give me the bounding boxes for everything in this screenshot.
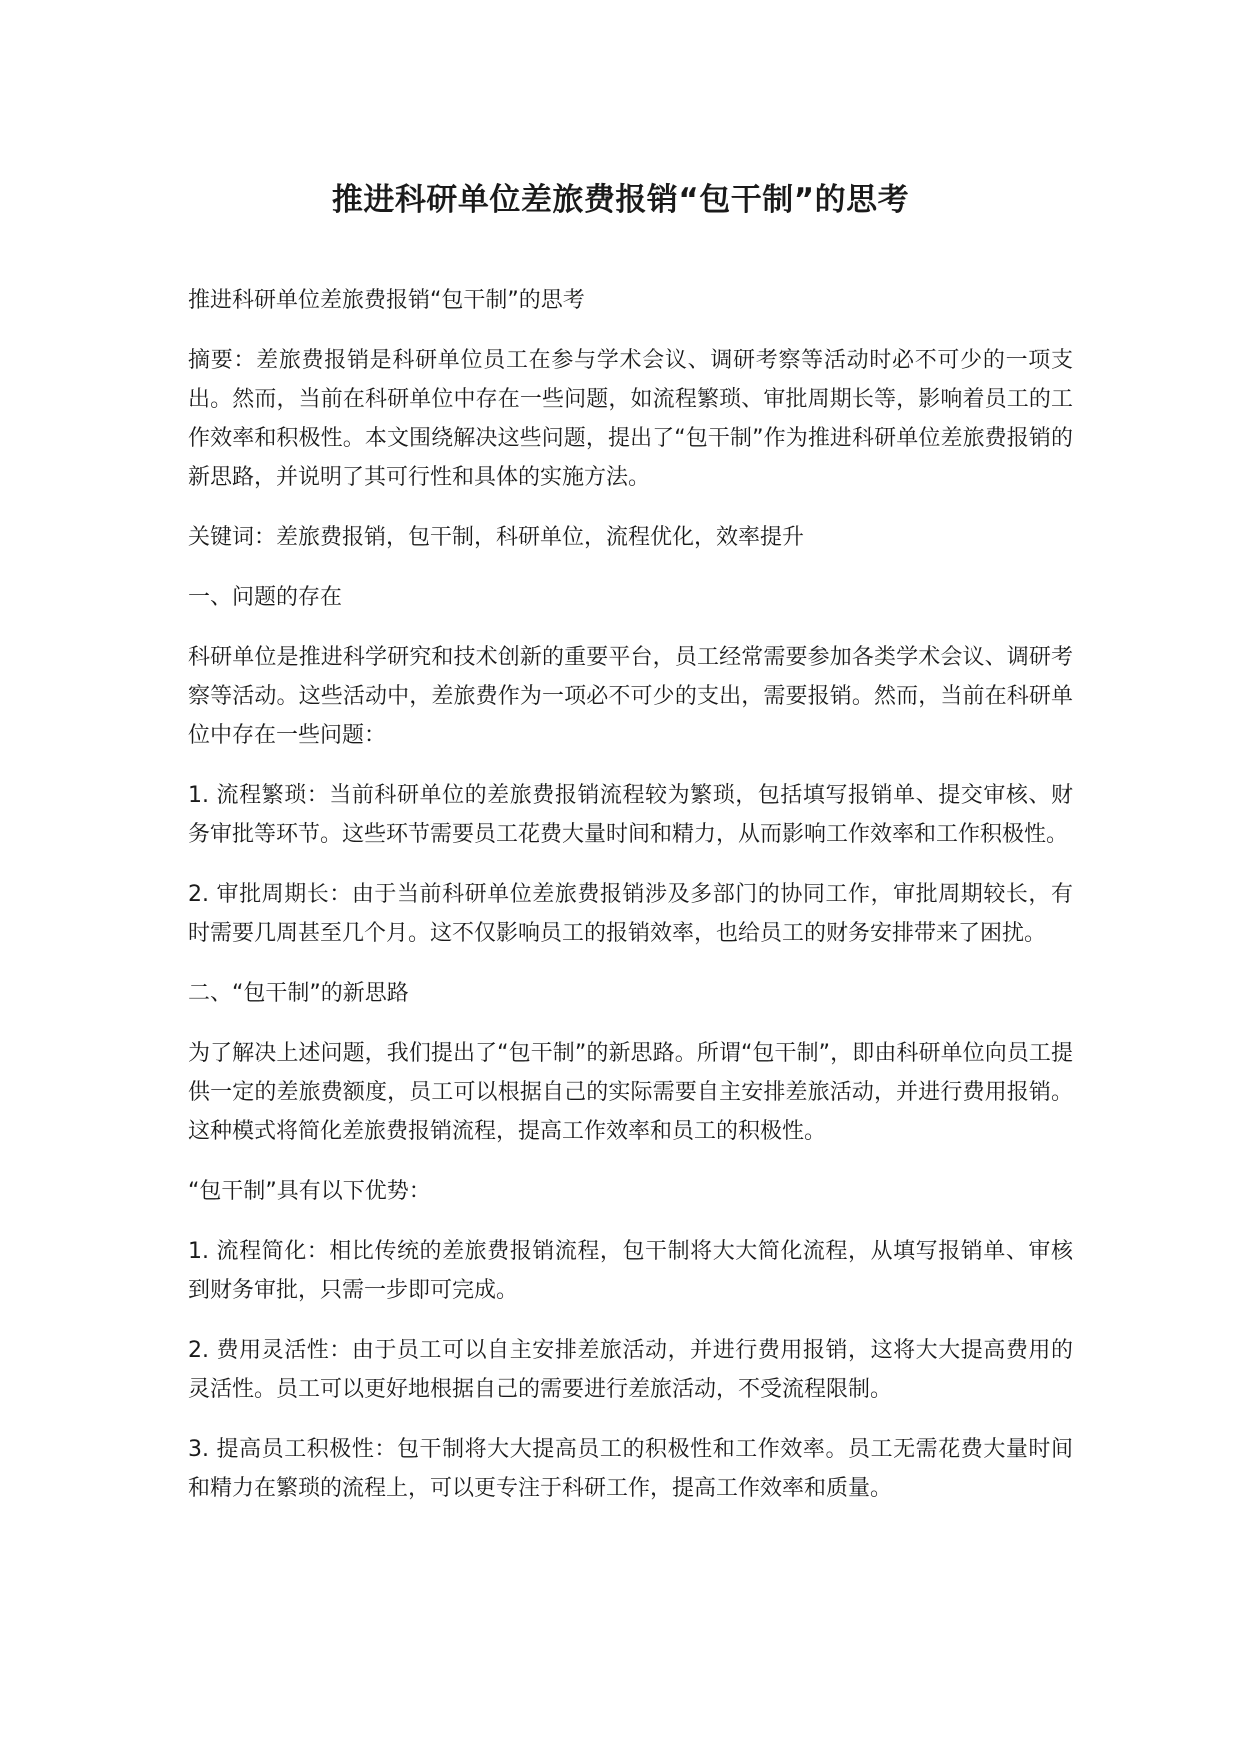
section-1-heading: 一、问题的存在 — [188, 585, 343, 610]
section-2-item-1: 1. 流程简化：相比传统的差旅费报销流程，包干制将大大简化流程，从填写报销单、审核到财务审批，只需一步即可完成。 — [188, 1239, 1073, 1303]
subtitle-paragraph: 推进科研单位差旅费报销“包干制”的思考 — [188, 288, 585, 313]
abstract-paragraph: 摘要：差旅费报销是科研单位员工在参与学术会议、调研考察等活动时必不可少的一项支出。然而，当前在科研单位中存在一些问题，如流程繁琐、审批周期长等，影响着员工的工作效率和积极性。本文围绕解决这些问题，提出了“包干制”作为推进科研单位差旅费报销的新思路，并说明了其可行性和具体的实施方法。 — [188, 348, 1073, 490]
document-title: 推进科研单位差旅费报销“包干制”的思考 — [331, 182, 910, 218]
section-2-heading: 二、“包干制”的新思路 — [188, 981, 409, 1006]
section-2-item-2: 2. 费用灵活性：由于员工可以自主安排差旅活动，并进行费用报销，这将大大提高费用的灵活性。员工可以更好地根据自己的需要进行差旅活动，不受流程限制。 — [188, 1338, 1073, 1402]
section-2-intro: 为了解决上述问题，我们提出了“包干制”的新思路。所谓“包干制”，即由科研单位向员工提供一定的差旅费额度，员工可以根据自己的实际需要自主安排差旅活动，并进行费用报销。这种模式将简化差旅费报销流程，提高工作效率和员工的积极性。 — [188, 1041, 1073, 1144]
section-2-advantages: “包干制”具有以下优势： — [188, 1179, 431, 1204]
document-body — [188, 281, 1073, 1529]
keywords-paragraph: 关键词：差旅费报销，包干制，科研单位，流程优化，效率提升 — [188, 525, 805, 550]
section-1-intro: 科研单位是推进科学研究和技术创新的重要平台，员工经常需要参加各类学术会议、调研考察等活动。这些活动中，差旅费作为一项必不可少的支出，需要报销。然而，当前在科研单位中存在一些问题： — [188, 645, 1073, 748]
section-1-item-1: 1. 流程繁琐：当前科研单位的差旅费报销流程较为繁琐，包括填写报销单、提交审核、财务审批等环节。这些环节需要员工花费大量时间和精力，从而影响工作效率和工作积极性。 — [188, 783, 1073, 847]
section-1-item-2: 2. 审批周期长：由于当前科研单位差旅费报销涉及多部门的协同工作，审批周期较长，有时需要几周甚至几个月。这不仅影响员工的报销效率，也给员工的财务安排带来了困扰。 — [188, 882, 1073, 946]
section-2-item-3: 3. 提高员工积极性：包干制将大大提高员工的积极性和工作效率。员工无需花费大量时间和精力在繁琐的流程上，可以更专注于科研工作，提高工作效率和质量。 — [188, 1437, 1073, 1501]
